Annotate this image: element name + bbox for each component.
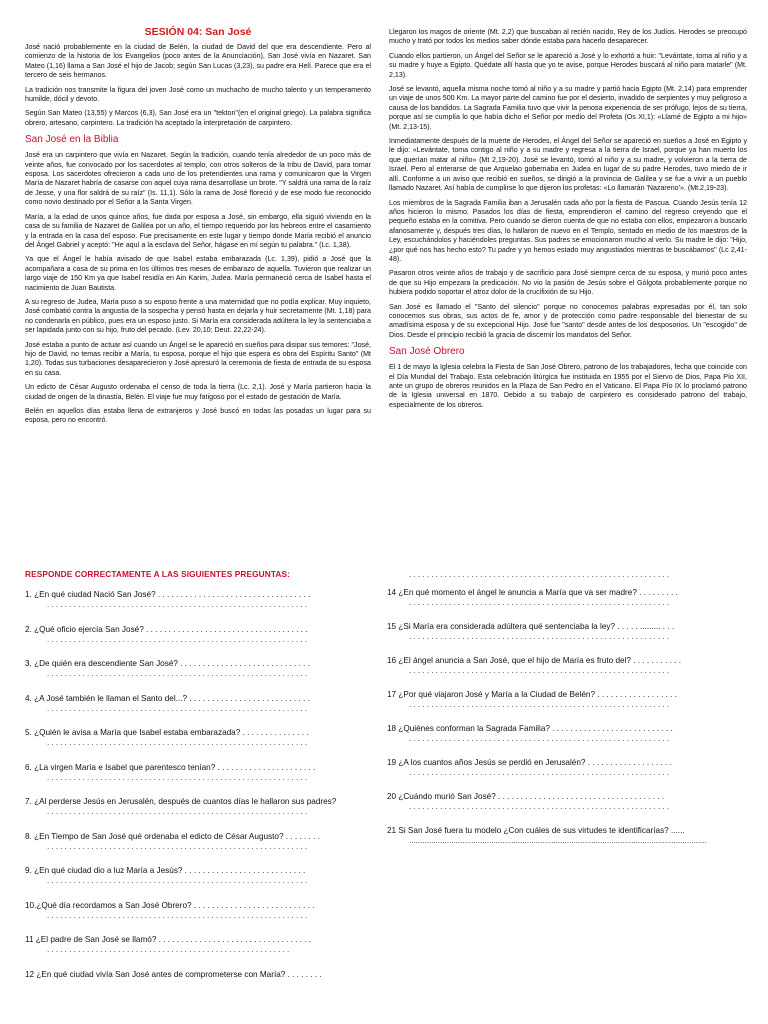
question-text: 6. ¿La virgen María e Isabel que parentesco tenían? . . . . . . . . . . . . . . . . . . . . . . (25, 762, 316, 772)
paragraph: Los miembros de la Sagrada Familia iban a Jerusalén cada año por la fiesta de Pascua. Cuando Jesús tenía 12 años hicieron lo mismo. Pasados los días de fiesta, emprendieron el camino del regreso creyendo que el pequeño estaba en la comitiva. Pero cuando se dieron cuenta de que no estaba con ellos, empezaron a buscarlo afanosamente y, después tres días, lo hallaron de nuevo en el Templo, sentado en medio de los maestros de la Ley, escuchándolos y haciéndoles preguntas. Sus padres se emocionaron mucho al verlo. Su madre le dijo: "Hijo, ¿por qué nos has hecho esto? Tu padre y yo hemos estado muy angustiados mientras te buscábamos" (Lc 2,41-48). (389, 198, 747, 263)
section-title-obrero: San José Obrero (389, 346, 465, 358)
questions-right-column (387, 570, 749, 860)
question-text: 19 ¿A los cuantos años Jesús se perdió en Jerusalén? . . . . . . . . . . . . . . . . . . . (387, 758, 672, 767)
question-text: 1. ¿En qué ciudad Nació San José? . . . . . . . . . . . . . . . . . . . . . . . . . . . . . . . . . . (25, 590, 311, 599)
question-item (387, 656, 749, 690)
answer-line[interactable]: . . . . . . . . . . . . . . . . . . . . . . . . . . . . . . . . . . . . . . . . . . . . . . . . . . . . . . . . . . . (409, 632, 670, 641)
question-item (25, 832, 371, 867)
paragraph: José era un carpintero que vivía en Nazaret. Según la tradición, cuando tenía alrededor de un poco más de veinte años, fue convocado por los sacerdotes al templo, con otros solteros de la tribu de David, para tomar esposa. Los sacerdotes ofrecieron a cada uno de los pretendientes una rama y comunicaron que la Virgen María de Nazaret habría de casarse con aquel cuya rama desarrollase un brote. "Y saldrá una rama de la raíz de Jesse, y una flor saldrá de su raíz" (Is. 11,1). Sólo la rama de José floreció y de ese modo fue reconocido como novio destinado por el Señor a la Santa Virgen. (25, 151, 371, 207)
right-article-column (389, 28, 747, 415)
question-item (387, 622, 749, 656)
question-text: 10.¿Qué día recordamos a San José Obrero? . . . . . . . . . . . . . . . . . . . . . . . . . . . (25, 900, 315, 910)
answer-line[interactable]: . . . . . . . . . . . . . . . . . . . . . . . . . . . . . . . . . . . . . . . . . . . . . . . . . . . . . . . . . . . (409, 802, 670, 811)
question-text: 8. ¿En Tiempo de San José qué ordenaba el edicto de César Augusto? . . . . . . . . (25, 831, 320, 841)
answer-line[interactable]: . . . . . . . . . . . . . . . . . . . . . . . . . . . . . . . . . . . . . . . . . . . . . . . . . . . . . . . . . . . (47, 772, 308, 782)
answer-line[interactable]: ...................................................................................................................................... (409, 836, 707, 845)
question-item (25, 763, 371, 798)
question-text: 16 ¿El ángel anuncia a San José, que el hijo de María es fruto del? . . . . . . . . . . . (387, 656, 682, 665)
answer-line[interactable]: . . . . . . . . . . . . . . . . . . . . . . . . . . . . . . . . . . . . . . . . . . . . . . . . . . . . . . . . . . . (47, 738, 308, 747)
question-text: 3. ¿De quién era descendiente San José? . . . . . . . . . . . . . . . . . . . . . . . . . . . . . (25, 659, 310, 668)
answer-line[interactable]: . . . . . . . . . . . . . . . . . . . . . . . . . . . . . . . . . . . . . . . . . . . . . . . . . . . . . . . . . . . (47, 600, 308, 609)
answer-line[interactable]: . . . . . . . . . . . . . . . . . . . . . . . . . . . . . . . . . . . . . . . . . . . . . . . . . . . . . . . . . . . (47, 669, 308, 678)
paragraph: Inmediatamente después de la muerte de Herodes, el Ángel del Señor se apareció en sueños a José en Egipto y le dijo: «Levántate, toma contigo al niño y a su madre y regresa a la tierra de Israel, porque ya han muerto los que querían matar al niño» (Mt 2,19-20). José se levantó, tomó al niño y a su madre, y volvieron a la tierra de Israel. Pero al enterarse de que Arquelao gobernaba en Judea en lugar de su padre Herodes, tuvo miedo de ir allí. Conforme a un aviso que recibió en sueños, se dirigió a la provincia de Galilea y se fue a vivir a un pueblo llamado Nazaret. Así había de cumplirse lo que dijeron los profetas: «Lo llamarán 'Nazareno'». (Mt.2,19-23). (389, 137, 747, 193)
section-title-biblia: San José en la Biblia (25, 134, 119, 146)
answer-line[interactable]: . . . . . . . . . . . . . . . . . . . . . . . . . . . . . . . . . . . . . . . . . . . . . . . . . . . . . . . . . . . (47, 841, 308, 851)
question-item (25, 935, 371, 970)
answer-line[interactable]: . . . . . . . . . . . . . . . . . . . . . . . . . . . . . . . . . . . . . . . . . . . . . . . . . . . . . . . . . . . (409, 598, 670, 607)
question-item (25, 866, 371, 901)
left-article-column (25, 26, 371, 431)
question-item (387, 826, 749, 860)
paragraph: La tradición nos transmite la figura del joven José como un muchacho de mucho talento y un temperamento humilde, dócil y devoto. (25, 85, 371, 104)
paragraph: Cuando ellos partieron, un Ángel del Señor se le apareció a José y lo exhortó a huir: "Levántate, toma al niño y a su madre y huye a Egipto. Quédate allí hasta que yo te avise, porque Herodes buscará al niño para matarle" (Mt. 2,13). (389, 51, 747, 79)
question-text: 14 ¿En qué momento el ángel le anuncia a María que va ser madre? . . . . . . . . . (387, 588, 678, 597)
answer-line[interactable]: . . . . . . . . . . . . . . . . . . . . . . . . . . . . . . . . . . . . . . . . . . . . . . . . . . . . . . . . . . . (409, 570, 670, 579)
answer-line[interactable]: . . . . . . . . . . . . . . . . . . . . . . . . . . . . . . . . . . . . . . . . . . . . . . . . . . . . . . . . . . . (409, 700, 670, 709)
question-item (387, 724, 749, 758)
question-text: 15 ¿Si María era considerada adúltera qué sentenciaba la ley? . . . . . ......... . . . (387, 622, 675, 631)
paragraph: José nació probablemente en la ciudad de Belén, la ciudad de David del que era descendiente. Pero al comienzo de la historia de los Evangelios (poco antes de la Anunciación), San José vivía en Nazaret. San Mateo (1,16) llama a San José el hijo de Jacob; según San Lucas (3,23), su padre era Helí. Parece que era el tercero de seis hermanos. (25, 43, 371, 80)
paragraph: Llegaron los magos de oriente (Mt. 2,2) que buscaban al recién nacido, Rey de los Judíos. Herodes se preocupó mucho y trató por todos los medios saber dónde estaba para hacerlo desaparecer. (389, 28, 747, 46)
question-item (387, 792, 749, 826)
question-text: 7. ¿Al perderse Jesús en Jerusalén, después de cuantos días le hallaron sus padres? (25, 797, 337, 806)
answer-line[interactable]: . . . . . . . . . . . . . . . . . . . . . . . . . . . . . . . . . . . . . . . . . . . . . . . . . . . . . . . . . . . (47, 910, 308, 920)
answer-line[interactable]: . . . . . . . . . . . . . . . . . . . . . . . . . . . . . . . . . . . . . . . . . . . . . . . . . . . . . . . . . . . (47, 634, 308, 644)
answer-line[interactable]: . . . . . . . . . . . . . . . . . . . . . . . . . . . . . . . . . . . . . . . . . . . . . . . . . . . . . . . . . . . (47, 703, 308, 713)
answer-line[interactable]: . . . . . . . . . . . . . . . . . . . . . . . . . . . . . . . . . . . . . . . . . . . . . . . . . . . . . . . . . . . (409, 666, 670, 675)
paragraph: El 1 de mayo la Iglesia celebra la Fiesta de San José Obrero, patrono de los trabajadores, fecha que coincide con el Día Mundial del Trabajo. Esta celebración litúrgica fue instituida en 1955 por el Siervo de Dios, Papa Pío XII, ante un grupo de obreros reunidos en la Plaza de San Pedro en el Vaticano. El Papa Pío IX lo proclamó patrono de la Iglesia universal en 1870. Debido a su trabajo de carpintero es considerado patrono del trabajo, especialmente de los obreros. (389, 363, 747, 409)
paragraph: Pasaron otros veinte años de trabajo y de sacrificio para José siempre cerca de su esposa, y murió poco antes de que su Hijo empezara la predicación. No vio la pasión de Jesús sobre el Gólgota probablemente porque no hubiera podido soportar el atroz dolor de la crucifixión de su Hijo. (389, 269, 747, 297)
paragraph: Belén en aquellos días estaba llena de extranjeros y José buscó en todas las posadas un lugar para su esposa, pero no encontró. (25, 407, 371, 425)
answer-line[interactable]: . . . . . . . . . . . . . . . . . . . . . . . . . . . . . . . . . . . . . . . . . . . . . . . . . . . . . . . . . . . (47, 807, 308, 816)
paragraph: José estaba a punto de actuar así cuando un Ángel se le apareció en sueños para disipar sus temores: "José, hijo de David, no temas recibir a María, tu esposa, porque el hijo que espera es obra del Espíritu Santo" (Mt 1,20). Todas sus turbaciones desaparecieron y José apresuró la ceremonia de fiesta de entrada de su esposa en su casa. (25, 340, 371, 377)
question-text: 12 ¿En qué ciudad vivía San José antes de comprometerse con María? . . . . . . . . (25, 969, 322, 979)
question-item (387, 758, 749, 792)
question-text: 17 ¿Por qué viajaron José y María a la Ciudad de Belén? . . . . . . . . . . . . . . . . . . (387, 690, 677, 699)
paragraph: José se levantó, aquella misma noche tomó al niño y a su madre y partió hacia Egipto (Mt. 2,14) para emprender un viaje de unos 500 Km. La mayor parte del camino fue por el desierto, invadido de serpientes y muy peligroso a causa de los bandidos. La Sagrada Familia tuvo que vivir la penosa experiencia de ser prófugo, lejos de su tierra, porque así se cumplía lo que había dicho el Señor por medio del Profeta (Os XI,1): «Llamé de Egipto a mi hijo» (Mt. 2,13-15). (389, 85, 747, 131)
answer-line[interactable]: . . . . . . . . . . . . . . . . . . . . . . . . . . . . . . . . . . . . . . . . . . . . . . . . . . . . . . . . . . . (409, 734, 670, 743)
question-text: 4. ¿A José también le llaman el Santo del...? . . . . . . . . . . . . . . . . . . . . . . . . . . . (25, 693, 310, 703)
question-text: 11 ¿El padre de San José se llamó? . . . . . . . . . . . . . . . . . . . . . . . . . . . . . . . . . . (25, 935, 312, 944)
question-item (25, 970, 371, 1005)
question-item (25, 625, 371, 660)
questions-heading: RESPONDE CORRECTAMENTE A LAS SIGUIENTES PREGUNTAS: (25, 569, 290, 579)
paragraph: San José es llamado el "Santo del silencio" porque no conocemos palabras expresadas por él, tan solo conocemos sus obras, sus actos de fe, amor y de protección como padre responsable del bienestar de su amadísima esposa y de su excepcional Hijo. José fue "santo" desde antes de los desposorios. Un "escogido" de Dios. Desde el principio recibió la gracia de discernir los mandatos del Señor. (389, 302, 747, 339)
question-item (387, 588, 749, 622)
paragraph: Un edicto de César Augusto ordenaba el censo de toda la tierra (Lc. 2,1). José y María partieron hacia la ciudad de origen de la dinastía, Belén. El viaje fue muy fatigoso por el estado de gestación de María. (25, 383, 371, 401)
question-text: 18 ¿Quiénes conforman la Sagrada Familia? . . . . . . . . . . . . . . . . . . . . . . . . . . . (387, 724, 673, 733)
question-item (25, 659, 371, 694)
question-item (25, 590, 371, 625)
question-item (25, 694, 371, 729)
question-text: 2. ¿Qué oficio ejercía San José? . . . . . . . . . . . . . . . . . . . . . . . . . . . . . . . . . . . . (25, 624, 308, 634)
answer-line[interactable]: . . . . . . . . . . . . . . . . . . . . . . . . . . . . . . . . . . . . . . . . . . . . . . . . . . . . . . . . . . . (409, 768, 670, 777)
paragraph: Ya que el Ángel le había avisado de que Isabel estaba embarazada (Lc. 1,39), pidió a José que la acompañara a casa de su prima en los últimos tres meses de embarazo de aquella. Tuvieron que realizar un largo viaje de 150 Km ya que Isabel residía en Ain Karim, Judea. María permaneció cerca de Isabel hasta el nacimiento de Juan Bautista. (25, 255, 371, 292)
questions-left-column (25, 590, 371, 1004)
question-text: 20 ¿Cuándo murió San José? . . . . . . . . . . . . . . . . . . . . . . . . . . . . . . . . . . . . . (387, 792, 665, 801)
question-item (25, 901, 371, 936)
session-title: SESIÓN 04: San José (144, 26, 252, 38)
question-text: 9. ¿En qué ciudad dio a luz María a Jesús? . . . . . . . . . . . . . . . . . . . . . . . . . . . (25, 866, 306, 875)
question-text: 5. ¿Quién le avisa a María que Isabel estaba embarazada? . . . . . . . . . . . . . . . (25, 728, 309, 737)
question-item (25, 797, 371, 832)
question-item (387, 690, 749, 724)
question-text: 21 Si San José fuera tu modelo ¿Con cuáles de sus virtudes te identificarías? ...... (387, 826, 685, 835)
paragraph: María, a la edad de unos quince años, fue dada por esposa a José, sin embargo, ella siguió viviendo en la casa de su familia de Nazaret de Galilea por un año, el tiempo requerido por los hebreos entre el casamiento y la entrada en la casa del esposo. Fue precisamente en este lugar y tiempo donde María recibió el anuncio del Ángel Gabriel y aceptó: "He aquí a la esclava del Señor, hágase en mí según tu palabra." (Lc. 1,38). (25, 212, 371, 249)
answer-line[interactable]: . . . . . . . . . . . . . . . . . . . . . . . . . . . . . . . . . . . . . . . . . . . . . . . . . . . . . . . . . . . (47, 876, 308, 885)
question-item (25, 728, 371, 763)
paragraph: Según San Mateo (13,55) y Marcos (6,3), San José era un "tekton"(en el original griego). La palabra significa obrero, artesano, carpintero. La tradición ha aceptado la interpretación de carpintero. (25, 109, 371, 127)
paragraph: A su regreso de Judea, María puso a su esposo frente a una maternidad que no podía explicar. Muy inquieto, José combatió contra la angustia de la sospecha y pensó hasta en dejarla y huir secretamente (Mt. 1,18) para no condenarla en público, pues era un esposo justo. Si María era considerada adúltera la ley la sentenciaba a ser lapidada junto con su hijo, fruto del pecado. (Lev. 20,10; Deut. 22,22-24). (25, 297, 371, 335)
answer-line[interactable]: . . . . . . . . . . . . . . . . . . . . . . . . . . . . . . . . . . . . . . . . . . . . . . . . . . . . . . . (47, 945, 290, 954)
